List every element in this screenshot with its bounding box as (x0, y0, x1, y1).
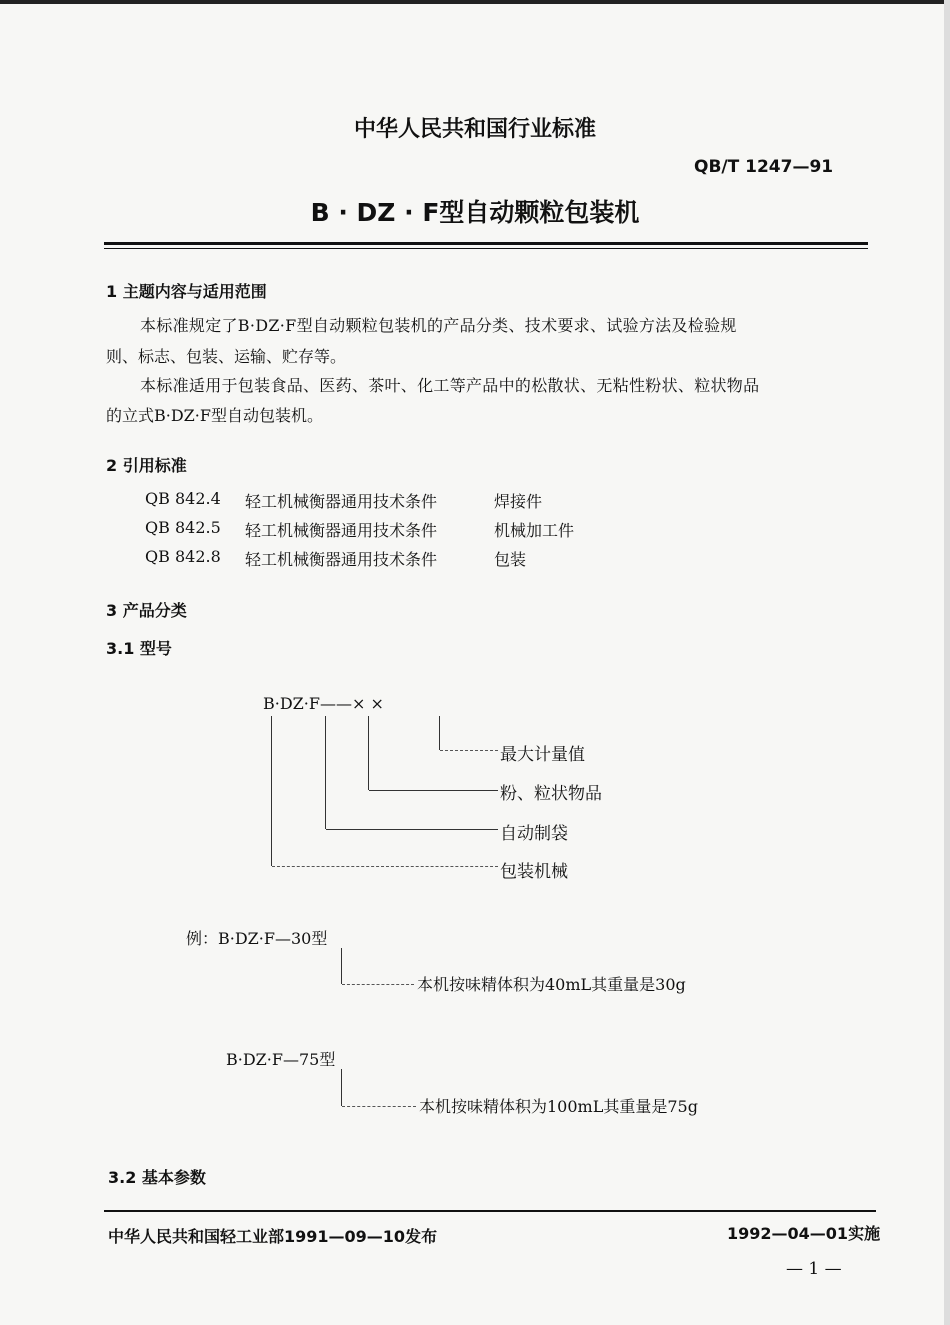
leader-powder-vertical (368, 716, 369, 790)
org-title: 中华人民共和国行业标准 (353, 117, 596, 142)
section-1-para1-line1: 本标准规定了B·DZ·F型自动颗粒包装机的产品分类、技术要求、试验方法及检验规 (140, 316, 737, 335)
legend-max-measure: 最大计量值 (500, 745, 585, 765)
example-1-code: 例：B·DZ·F—30型 (186, 929, 328, 948)
footer-effective-date: 1992—04—01实施 (727, 1224, 881, 1243)
section-3-2-heading: 3.2 基本参数 (108, 1168, 206, 1187)
leader-auto-bag-vertical (325, 716, 326, 829)
title-rule-thick (104, 242, 868, 245)
leader-max-measure-horizontal (440, 750, 498, 751)
section-1-para1-line2: 则、标志、包装、运输、贮存等。 (106, 347, 347, 366)
section-3-heading: 3 产品分类 (106, 601, 187, 620)
section-1-para2-line1: 本标准适用于包装食品、医药、茶叶、化工等产品中的松散状、无粘性粉状、粒状物品 (140, 376, 760, 395)
section-1-para2-line2: 的立式B·DZ·F型自动包装机。 (106, 406, 323, 425)
ref-part: 焊接件 (494, 492, 543, 511)
example-2-description: 本机按味精体积为100mL其重量是75g (419, 1097, 698, 1116)
ref-code: QB 842.5 (145, 518, 221, 537)
example-1-leader-horizontal (342, 984, 414, 985)
example-2-leader-vertical (341, 1069, 342, 1106)
page-number: — 1 — (786, 1259, 842, 1279)
ref-title: 轻工机械衡器通用技术条件 (245, 492, 438, 511)
footer-issuer: 中华人民共和国轻工业部1991—09—10发布 (108, 1227, 438, 1246)
section-2-heading: 2 引用标准 (106, 456, 187, 475)
title-rule-thin (104, 248, 868, 249)
ref-code: QB 842.4 (145, 489, 221, 508)
example-1-leader-vertical (341, 948, 342, 984)
ref-part: 包装 (494, 550, 527, 569)
example-2-leader-horizontal (342, 1106, 416, 1107)
ref-part: 机械加工件 (494, 521, 575, 540)
legend-packing-machine: 包装机械 (500, 862, 568, 882)
leader-max-measure-vertical (439, 716, 440, 750)
leader-auto-bag-horizontal (326, 829, 498, 830)
ref-title: 轻工机械衡器通用技术条件 (245, 521, 438, 540)
legend-powder-granule: 粉、粒状物品 (500, 784, 602, 804)
document-title: B · DZ · F型自动颗粒包装机 (310, 198, 640, 227)
scan-border-top (0, 0, 950, 4)
model-code: B·DZ·F——× × (263, 694, 384, 713)
ref-title: 轻工机械衡器通用技术条件 (245, 550, 438, 569)
example-1-description: 本机按味精体积为40mL其重量是30g (417, 975, 686, 994)
example-2-code: B·DZ·F—75型 (226, 1050, 336, 1069)
footer-rule (104, 1210, 876, 1212)
leader-packing-horizontal (272, 866, 498, 867)
section-3-1-heading: 3.1 型号 (106, 639, 172, 658)
legend-auto-bag: 自动制袋 (500, 824, 568, 844)
section-1-heading: 1 主题内容与适用范围 (106, 282, 267, 301)
leader-packing-vertical (271, 716, 272, 866)
ref-code: QB 842.8 (145, 547, 221, 566)
standard-code: QB/T 1247—91 (694, 157, 834, 177)
leader-powder-horizontal (369, 790, 498, 791)
